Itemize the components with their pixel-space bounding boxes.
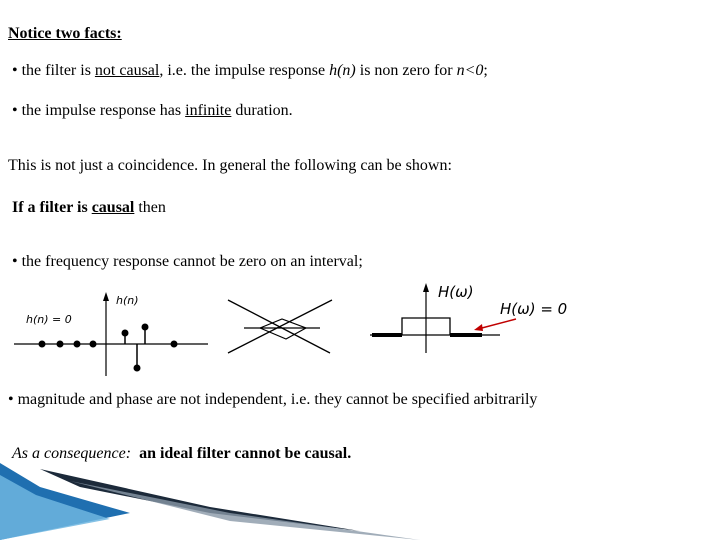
bullet-magnitude-phase [8, 390, 537, 410]
causal-condition [12, 198, 166, 218]
sample-dot [171, 341, 178, 348]
sample-dot [90, 341, 97, 348]
bullet1-end: ; [483, 62, 488, 79]
bullet-glyph: • [8, 391, 14, 408]
sample-dot [122, 330, 129, 337]
condition-end: then [134, 199, 166, 216]
hn-axis-arrow [103, 292, 109, 301]
bullet2-pre: the impulse response has [21, 102, 186, 119]
H-axis-label: H(ω) [438, 283, 474, 301]
hn-zero-label: h(n) = 0 [26, 313, 72, 326]
H-axis-arrow [423, 283, 429, 292]
bullet-glyph: • [12, 102, 18, 119]
frequency-response-figure [360, 278, 600, 358]
crossed-out-ideal-filter [220, 295, 350, 360]
consequence-lead: As a consequence: [12, 445, 132, 462]
bullet-frequency-response [12, 252, 363, 272]
sample-dot [39, 341, 46, 348]
explanation-paragraph: This is not just a coincidence. In general the following can be shown: [8, 157, 452, 174]
pointer-arrowhead [474, 324, 483, 331]
condition-pre: If a filter is [12, 199, 92, 216]
sample-dot [142, 324, 149, 331]
bullet1-emph: not causal [94, 62, 160, 79]
bullet1-hn: h(n) [329, 62, 356, 79]
bullet2-emph: infinite [185, 102, 232, 119]
impulse-response-figure [0, 280, 230, 380]
sample-dot [74, 341, 81, 348]
sample-dot [57, 341, 64, 348]
bullet1-mid: , i.e. the impulse response [159, 62, 330, 79]
H-zero-label: H(ω) = 0 [500, 300, 568, 318]
pointer-arrow [478, 319, 516, 329]
bullet-infinite-duration [12, 101, 293, 121]
consequence-statement: an ideal filter cannot be causal. [139, 445, 352, 462]
bullet2-end: duration. [231, 102, 293, 119]
bullet-glyph: • [12, 62, 18, 79]
bullet1-pre: the filter is [21, 62, 95, 79]
sample-dot [134, 365, 141, 372]
condition-emph: causal [91, 199, 135, 216]
decorative-swoosh [0, 455, 720, 540]
bullet-not-causal [12, 61, 488, 81]
slide-title: Notice two facts: [8, 25, 122, 42]
bullet-glyph: • [12, 253, 18, 270]
bullet1-mid2: is non zero for [355, 62, 457, 79]
bullet3-text: the frequency response cannot be zero on an interval; [21, 253, 363, 270]
hn-axis-label: h(n) [116, 294, 139, 307]
bullet4-text: magnitude and phase are not independent, i.e. they cannot be specified arbitrarily [17, 391, 538, 408]
bullet1-cond: n<0 [456, 62, 484, 79]
